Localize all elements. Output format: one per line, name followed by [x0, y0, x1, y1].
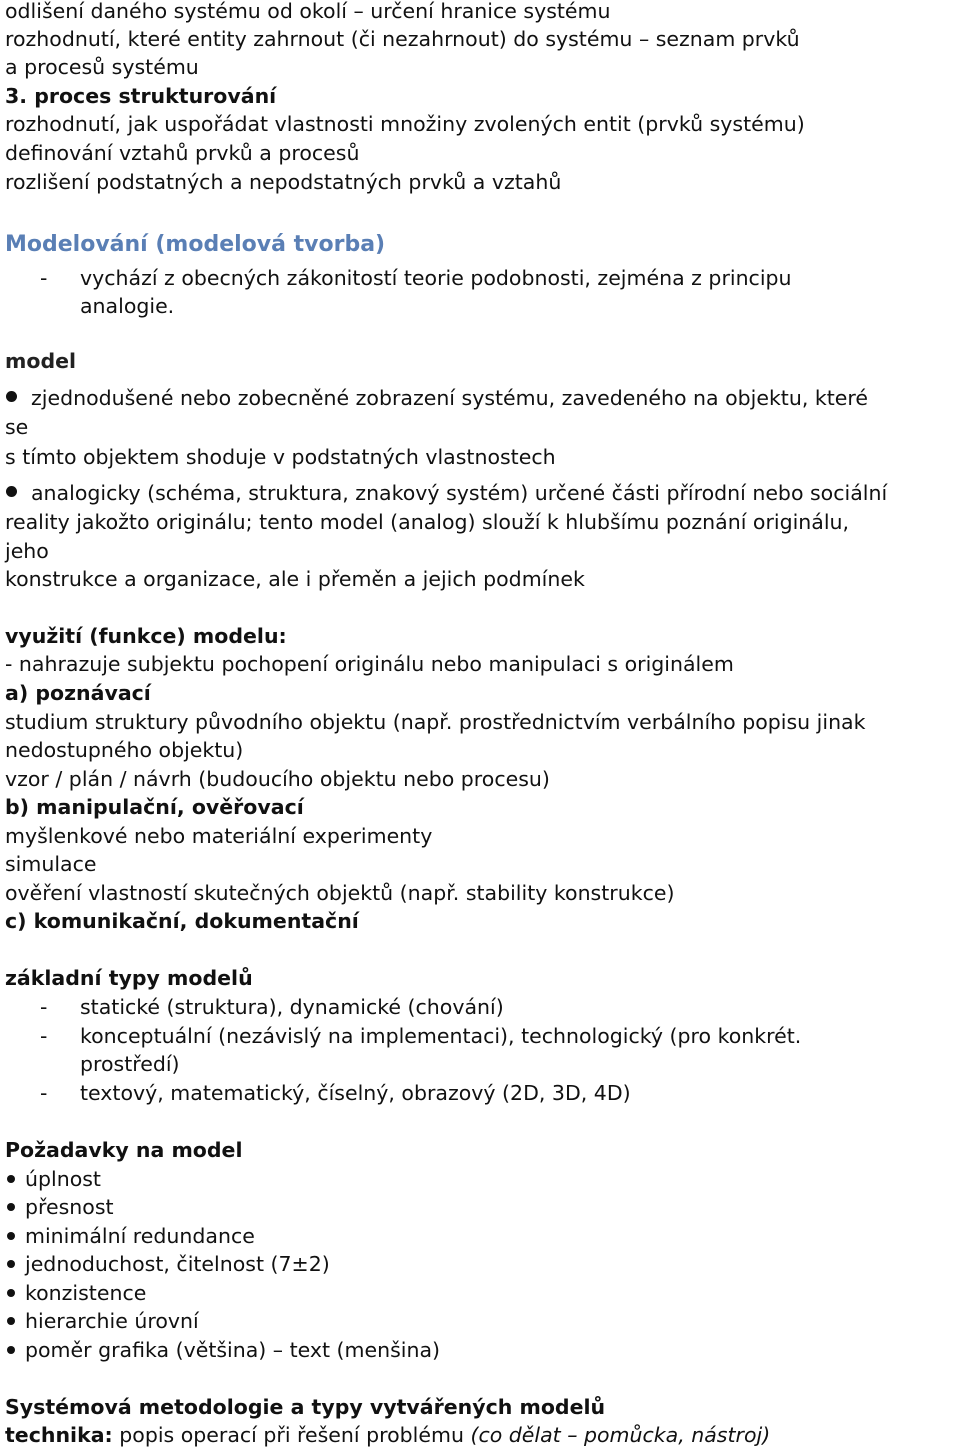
- list-item: jednoduchost, čitelnost (7±2): [25, 1252, 330, 1276]
- bullet-icon: [6, 391, 17, 402]
- technika-line: [5, 1421, 770, 1449]
- subheading-c: c) komunikační, dokumentační: [5, 909, 359, 933]
- bullet-icon: [6, 486, 17, 497]
- list-dash: -: [40, 266, 48, 290]
- text-line: odlišení daného systému od okolí – určení hranice systému: [5, 0, 611, 23]
- technika-label: technika:: [5, 1423, 113, 1447]
- list-item: konzistence: [25, 1281, 147, 1305]
- text-line: vzor / plán / návrh (budoucího objektu nebo procesu): [5, 767, 550, 791]
- bullet-icon: [7, 1289, 15, 1297]
- text-line: studium struktury původního objektu (např. prostřednictvím verbálního popisu jinak: [5, 710, 866, 734]
- text-line: a procesů systému: [5, 55, 199, 79]
- text-line: ověření vlastností skutečných objektů (např. stability konstrukce): [5, 881, 675, 905]
- vyuziti-heading: využití (funkce) modelu:: [5, 624, 287, 648]
- text-line: analogicky (schéma, struktura, znakový systém) určené části přírodní nebo sociální: [31, 481, 888, 505]
- technika-italic: (co dělat – pomůcka, nástroj): [470, 1423, 771, 1447]
- text-line: rozlišení podstatných a nepodstatných prvků a vztahů: [5, 170, 562, 194]
- bullet-icon: [7, 1346, 15, 1354]
- text-line: s tímto objektem shoduje v podstatných vlastnostech: [5, 445, 556, 469]
- text-line: simulace: [5, 852, 97, 876]
- typy-heading: základní typy modelů: [5, 966, 253, 990]
- bullet-icon: [7, 1203, 15, 1211]
- text-line: nedostupného objektu): [5, 738, 244, 762]
- list-item: přesnost: [25, 1195, 114, 1219]
- bullet-icon: [7, 1232, 15, 1240]
- technika-text: popis operací při řešení problému: [119, 1423, 464, 1447]
- text-line: myšlenkové nebo materiální experimenty: [5, 824, 433, 848]
- text-line: jeho: [5, 539, 49, 563]
- list-item: hierarchie úrovní: [25, 1309, 199, 1333]
- text-line: konceptuální (nezávislý na implementaci), technologický (pro konkrét.: [80, 1024, 802, 1048]
- text-line: vychází z obecných zákonitostí teorie podobnosti, zejména z principu: [80, 266, 792, 290]
- text-line: analogie.: [80, 294, 175, 318]
- list-item: úplnost: [25, 1167, 101, 1191]
- text-line: statické (struktura), dynamické (chování): [80, 995, 504, 1019]
- list-dash: -: [40, 1024, 48, 1048]
- modelovani-heading: Modelování (modelová tvorba): [5, 232, 386, 257]
- text-line: definování vztahů prvků a procesů: [5, 141, 360, 165]
- section-heading: 3. proces strukturování: [5, 84, 277, 108]
- text-line: prostředí): [80, 1052, 180, 1076]
- text-line: konstrukce a organizace, ale i přeměn a jejich podmínek: [5, 567, 585, 591]
- text-line: zjednodušené nebo zobecněné zobrazení systému, zavedeného na objektu, které: [31, 386, 868, 410]
- bullet-icon: [7, 1317, 15, 1325]
- pozadavky-heading: Požadavky na model: [5, 1138, 243, 1162]
- text-line: - nahrazuje subjektu pochopení originálu nebo manipulaci s originálem: [5, 652, 734, 676]
- list-item: poměr grafika (většina) – text (menšina): [25, 1338, 441, 1362]
- text-line: rozhodnutí, jak uspořádat vlastnosti množiny zvolených entit (prvků systému): [5, 112, 805, 136]
- text-line: textový, matematický, číselný, obrazový (2D, 3D, 4D): [80, 1081, 631, 1105]
- text-line: se: [5, 415, 29, 439]
- subheading-b: b) manipulační, ověřovací: [5, 795, 304, 819]
- text-line: reality jakožto originálu; tento model (analog) slouží k hlubšímu poznání originálu,: [5, 510, 850, 534]
- metodologie-heading: Systémová metodologie a typy vytvářených modelů: [5, 1395, 606, 1419]
- bullet-icon: [7, 1260, 15, 1268]
- text-line: rozhodnutí, které entity zahrnout (či nezahrnout) do systému – seznam prvků: [5, 27, 800, 51]
- bullet-icon: [7, 1175, 15, 1183]
- list-dash: -: [40, 1081, 48, 1105]
- list-dash: -: [40, 995, 48, 1019]
- subheading-a: a) poznávací: [5, 681, 151, 705]
- model-heading: model: [5, 349, 77, 373]
- list-item: minimální redundance: [25, 1224, 255, 1248]
